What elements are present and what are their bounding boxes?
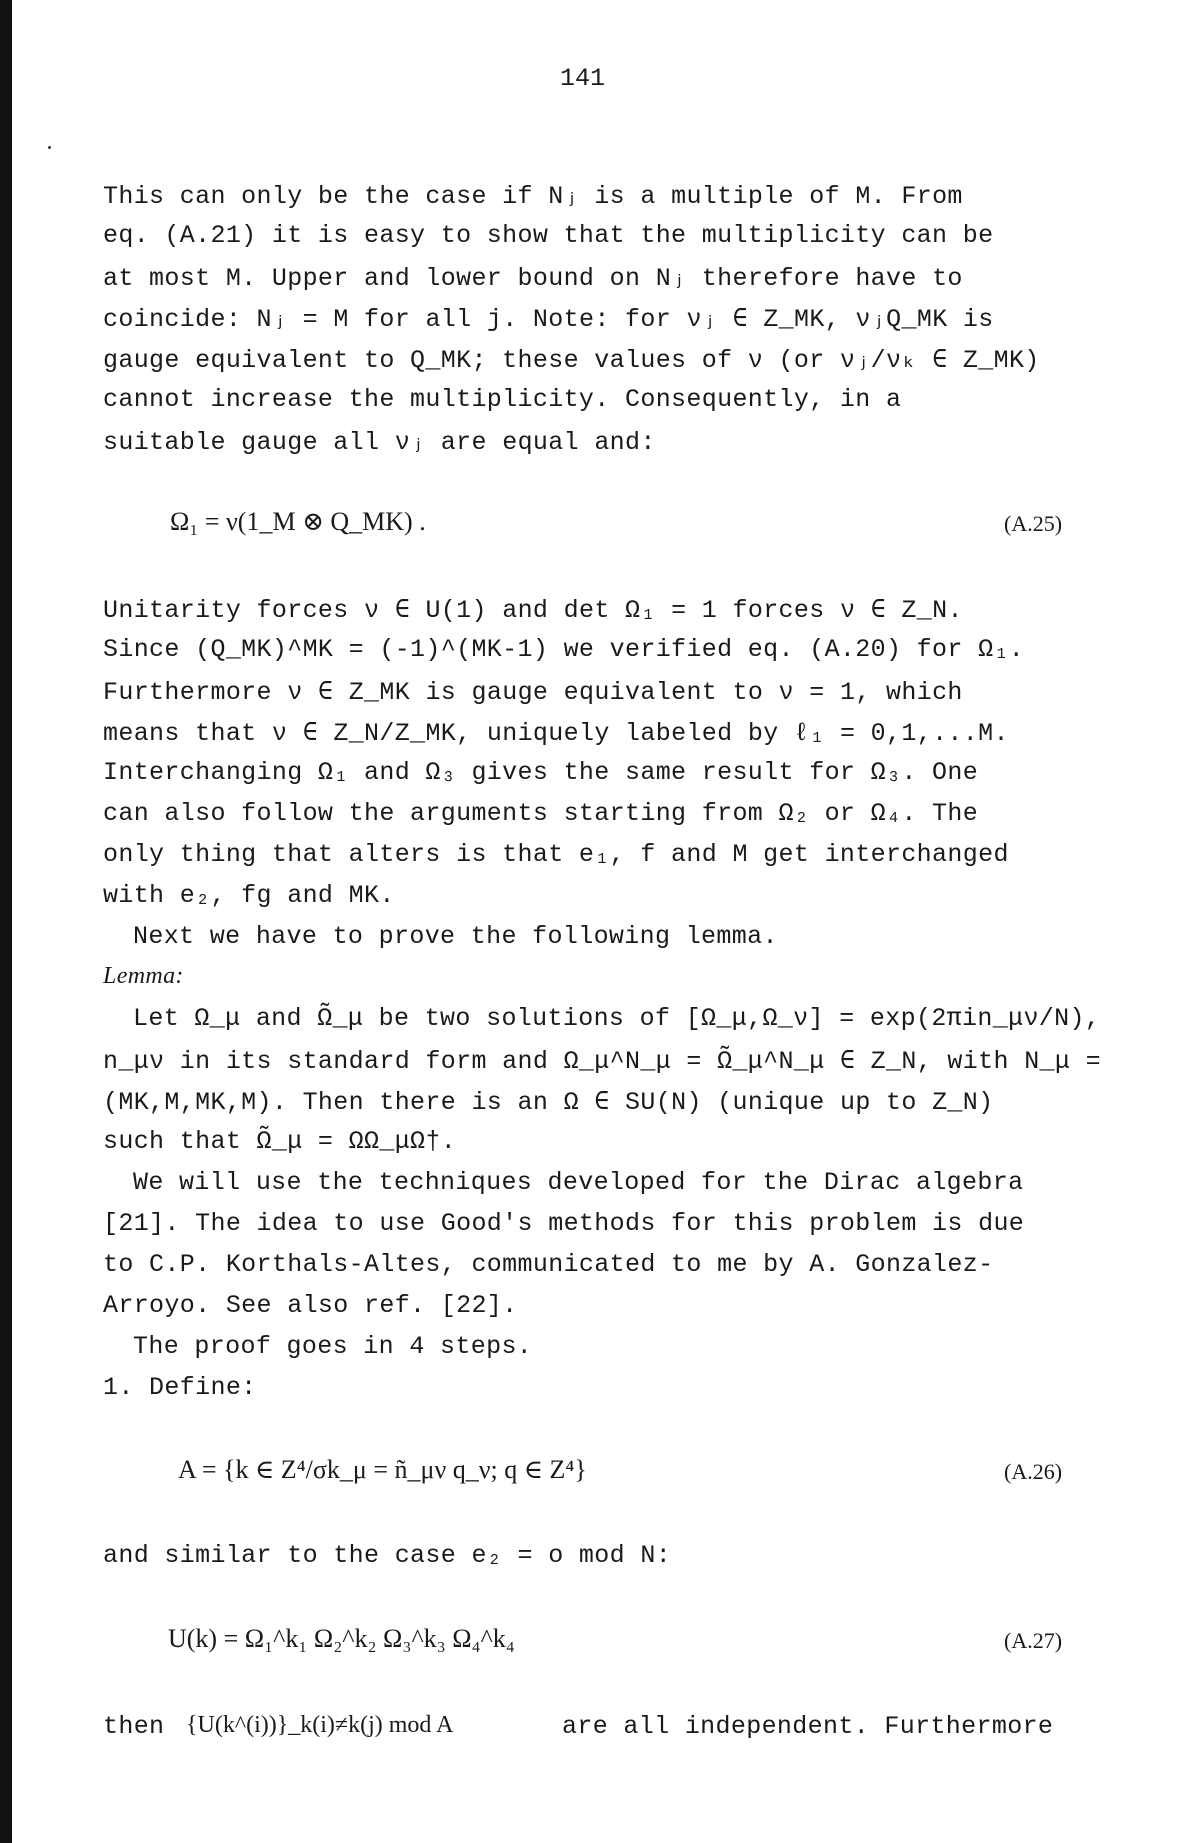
- text-line: Furthermore ν ∈ Z_MK is gauge equivalent to ν = 1, which: [103, 678, 963, 707]
- equation-a27: U(k) = Ω₁^k₁ Ω₂^k₂ Ω₃^k₃ Ω₄^k₄: [168, 1624, 515, 1653]
- page-number: 141: [560, 64, 606, 93]
- lemma-label: Lemma:: [103, 963, 184, 989]
- independent-set-expression: {U(k^(i))}_k(i)≠k(j) mod A: [186, 1712, 454, 1738]
- step-label: 1. Define:: [103, 1373, 257, 1402]
- equation-a26: A = {k ∈ Z⁴/σk_μ = ñ_μν q_ν; q ∈ Z⁴}: [178, 1455, 587, 1484]
- text-line: gauge equivalent to Q_MK; these values of ν (or νⱼ/νₖ ∈ Z_MK): [103, 346, 1040, 375]
- text-line: and similar to the case e₂ = o mod N:: [103, 1541, 672, 1570]
- text-line: means that ν ∈ Z_N/Z_MK, uniquely labeled by ℓ₁ = 0,1,...M.: [103, 719, 1009, 748]
- equation-a25: Ω₁ = ν(1_M ⊗ Q_MK) .: [170, 507, 426, 536]
- lemma-line: n_μν in its standard form and Ω_μ^N_μ = Ω̃_μ^N_μ ∈ Z_N, with N_μ =: [103, 1047, 1101, 1076]
- scan-speck: [48, 146, 51, 149]
- text-line: [21]. The idea to use Good's methods for this problem is due: [103, 1209, 1025, 1238]
- text-line: then: [103, 1712, 165, 1741]
- text-line: to C.P. Korthals-Altes, communicated to me by A. Gonzalez-: [103, 1250, 994, 1279]
- lemma-line: (MK,M,MK,M). Then there is an Ω ∈ SU(N) (unique up to Z_N): [103, 1088, 994, 1117]
- text-line: Since (Q_MK)^MK = (-1)^(MK-1) we verified eq. (A.20) for Ω₁.: [103, 635, 1025, 664]
- equation-number-a25: (A.25): [1004, 511, 1063, 536]
- text-line: This can only be the case if Nⱼ is a multiple of M. From: [103, 182, 963, 211]
- lemma-line: such that Ω̃_μ = ΩΩ_μΩ†.: [103, 1127, 457, 1156]
- text-line: We will use the techniques developed for the Dirac algebra: [133, 1168, 1024, 1197]
- text-line: Interchanging Ω₁ and Ω₃ gives the same result for Ω₃. One: [103, 758, 979, 787]
- text-line: eq. (A.21) it is easy to show that the multiplicity can be: [103, 221, 994, 250]
- lemma-line: Let Ω_μ and Ω̃_μ be two solutions of [Ω_μ,Ω_ν] = exp(2πin_μν/N),: [133, 1004, 1101, 1033]
- equation-number-a26: (A.26): [1004, 1459, 1063, 1484]
- text-line: coincide: Nⱼ = M for all j. Note: for νⱼ ∈ Z_MK, νⱼQ_MK is: [103, 305, 994, 334]
- text-line: can also follow the arguments starting from Ω₂ or Ω₄. The: [103, 799, 979, 828]
- text-line: Arroyo. See also ref. [22].: [103, 1291, 518, 1320]
- scan-edge-shadow: [0, 0, 12, 1843]
- text-line: only thing that alters is that e₁, f and M get interchanged: [103, 840, 1009, 869]
- equation-number-a27: (A.27): [1004, 1628, 1063, 1653]
- text-line: The proof goes in 4 steps.: [133, 1332, 533, 1361]
- text-line: cannot increase the multiplicity. Consequently, in a: [103, 385, 902, 414]
- text-line: with e₂, fg and MK.: [103, 881, 395, 910]
- text-line: Next we have to prove the following lemma.: [133, 922, 778, 951]
- text-line: at most M. Upper and lower bound on Nⱼ therefore have to: [103, 264, 963, 293]
- text-line: are all independent. Furthermore: [562, 1712, 1054, 1741]
- text-line: Unitarity forces ν ∈ U(1) and det Ω₁ = 1 forces ν ∈ Z_N.: [103, 596, 963, 625]
- text-line: suitable gauge all νⱼ are equal and:: [103, 428, 656, 457]
